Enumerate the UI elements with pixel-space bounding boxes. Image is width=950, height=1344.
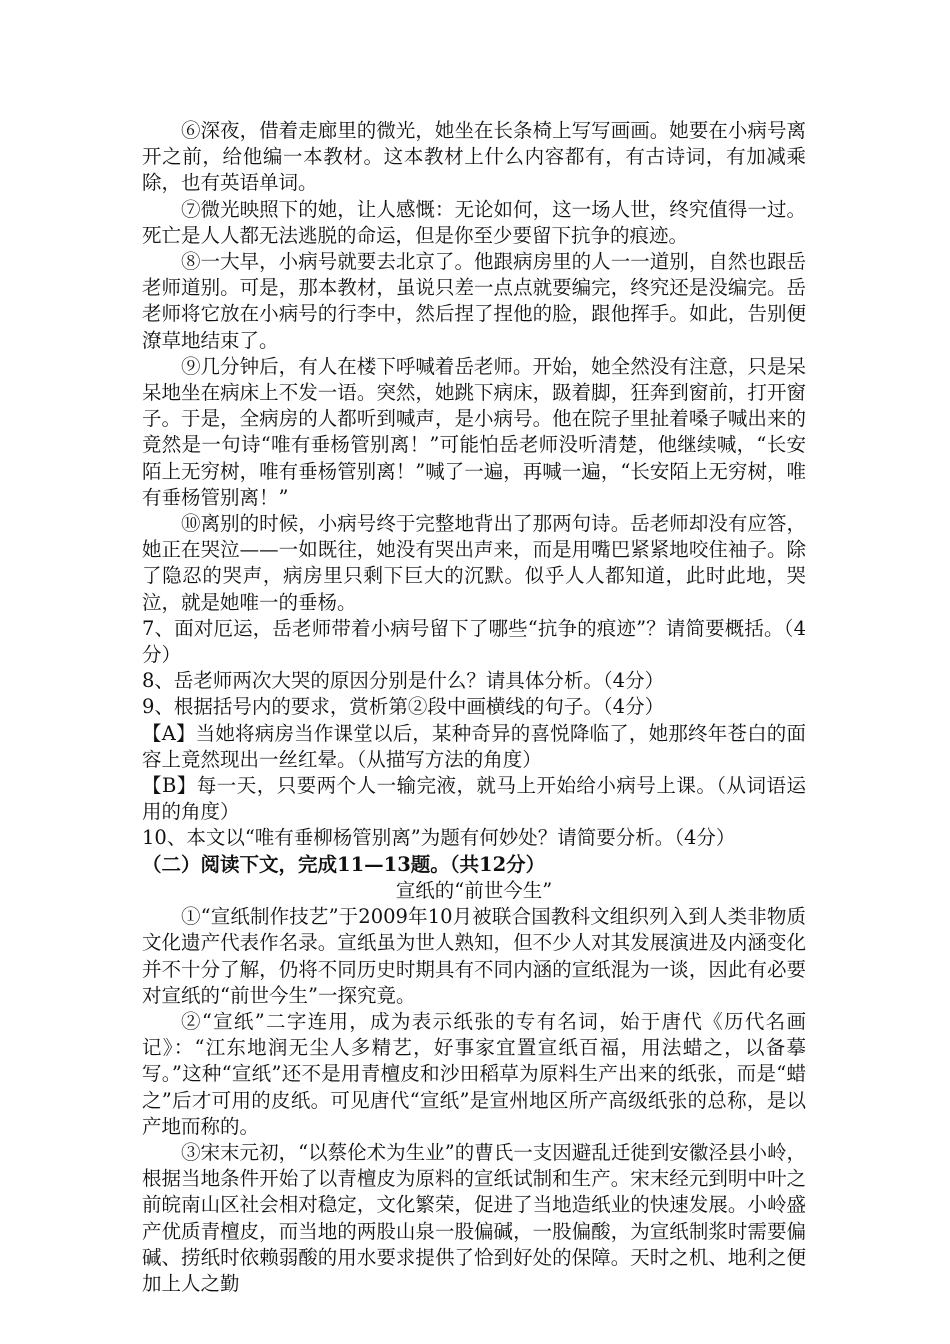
paragraph-7: ⑦微光映照下的她，让人感慨：无论如何，这一场人世，终究值得一过。死亡是人人都无法逃脱的命运，但是你至少要留下抗争的痕迹。 (142, 197, 806, 247)
article-paragraph-1: ①“宣纸制作技艺”于2009年10月被联合国教科文组织列入到人类非物质文化遗产代表作名录。宣纸虽为世人熟知，但不少人对其发展演进及内涵变化并不十分了解，仍将不同历史时期具有不同内涵的宣纸混为一谈，因此有必要对宣纸的“前世今生”一探究竟。 (142, 905, 806, 1007)
question-9-part-a: 【A】当她将病房当作课堂以后，某种奇异的喜悦降临了，她那终年苍白的面容上竟然现出一丝红晕。（从描写方法的角度） (142, 721, 806, 771)
paragraph-10: ⑩离别的时候，小病号终于完整地背出了那两句诗。岳老师却没有应答，她正在哭泣——一如既往，她没有哭出声来，而是用嘴巴紧紧地咬住袖子。除了隐忍的哭声，病房里只剩下巨大的沉默。似乎人人都知道，此时此地，哭泣，就是她唯一的垂杨。 (142, 512, 806, 614)
question-9: 9、根据括号内的要求，赏析第②段中画横线的句子。（4分） (142, 695, 665, 719)
section-heading: （二）阅读下文，完成11—13题。（共12分） (142, 852, 546, 876)
paragraph-6: ⑥深夜，借着走廊里的微光，她坐在长条椅上写写画画。她要在小病号离开之前，给他编一本教材。这本教材上什么内容都有，有古诗词，有加减乘除，也有英语单词。 (142, 119, 806, 195)
article-title: 宣纸的“前世今生” (395, 878, 553, 902)
document-page (142, 118, 806, 1297)
paragraph-9: ⑨几分钟后，有人在楼下呼喊着岳老师。开始，她全然没有注意，只是呆呆地坐在病床上不发一语。突然，她跳下病床，趿着脚，狂奔到窗前，打开窗子。于是，全病房的人都听到喊声，是小病号。他在院子里扯着嗓子喊出来的竟然是一句诗“唯有垂杨管别离！”可能怕岳老师没听清楚，他继续喊，“长安陌上无穷树，唯有垂杨管别离！”喊了一遍，再喊一遍，“长安陌上无穷树，唯有垂杨管别离！” (142, 354, 806, 509)
question-10: 10、本文以“唯有垂柳杨管别离”为题有何妙处？请简要分析。（4分） (142, 826, 736, 850)
paragraph-8: ⑧一大早，小病号就要去北京了。他跟病房里的人一一道别，自然也跟岳老师道别。可是，那本教材，虽说只差一点点就要编完，终究还是没编完。岳老师将它放在小病号的行李中，然后捏了捏他的脸，跟他挥手。如此，告别便潦草地结束了。 (142, 250, 806, 352)
question-8: 8、岳老师两次大哭的原因分别是什么？请具体分析。（4分） (142, 669, 665, 693)
question-9-part-b: 【B】每一天，只要两个人一输完液，就马上开始给小病号上课。（从词语运用的角度） (142, 774, 806, 824)
article-paragraph-3: ③宋末元初，“以蔡伦术为生业”的曹氏一支因避乱迁徙到安徽泾县小岭，根据当地条件开始了以青檀皮为原料的宣纸试制和生产。宋末经元到明中叶之前皖南山区社会相对稳定，文化繁荣，促进了当地造纸业的快速发展。小岭盛产优质青檀皮，而当地的两股山泉一股偏碱，一股偏酸，为宣纸制浆时需要偏碱、捞纸时依赖弱酸的用水要求提供了恰到好处的保障。天时之机、地利之便加上人之勤 (142, 1140, 806, 1295)
question-7: 7、面对厄运，岳老师带着小病号留下了哪些“抗争的痕迹”？请简要概括。（4分） (142, 616, 806, 667)
article-paragraph-2: ②“宣纸”二字连用，成为表示纸张的专有名词，始于唐代《历代名画记》：“江东地润无尘人多精艺，好事家宜置宣纸百福，用法蜡之，以备摹写。”这种“宣纸”还不是用青檀皮和沙田稻草为原料生产出来的纸张，而是“蜡之”后才可用的皮纸。可见唐代“宣纸”是宣州地区所产高级纸张的总称，是以产地而称的。 (142, 1009, 806, 1138)
